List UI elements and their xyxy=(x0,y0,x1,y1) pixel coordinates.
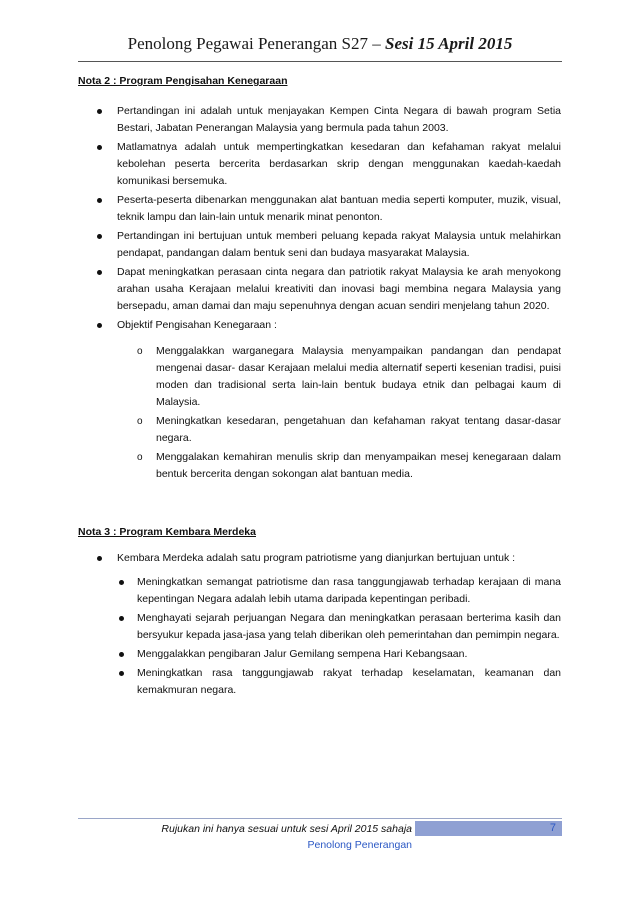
list-item: Objektif Pengisahan Kenegaraan : xyxy=(117,317,561,334)
objectives-sublist xyxy=(156,343,561,485)
list-item: Kembara Merdeka adalah satu program patriotisme yang dianjurkan bertujuan untuk : xyxy=(117,550,561,567)
nota3-title: Nota 3 : Program Kembara Merdeka xyxy=(78,526,256,538)
list-item: Menggalakkan pengibaran Jalur Gemilang sempena Hari Kebangsaan. xyxy=(137,646,561,663)
nota3-intro-list xyxy=(117,550,561,569)
nota2-bullet-list xyxy=(117,103,561,336)
footer-divider xyxy=(78,818,562,819)
footer-brand: Penolong Penerangan xyxy=(307,839,412,851)
list-item: Meningkatkan semangat patriotisme dan rasa tanggungjawab terhadap kerajaan di mana kepentingan Negara adalah lebih utama daripada kepentingan peribadi. xyxy=(137,574,561,608)
page-number: 7 xyxy=(549,822,556,834)
header-divider xyxy=(78,61,562,62)
list-item: Menghayati sejarah perjuangan Negara dan meningkatkan perasaan berterima kasih dan bersyukur kepada jasa-jasa yang telah diberikan oleh pemerintahan dan pemimpin negara. xyxy=(137,610,561,644)
page-header xyxy=(78,34,562,54)
list-item: Peserta-peserta dibenarkan menggunakan alat bantuan media seperti komputer, muzik, visual, teknik lampu dan lain-lain untuk menarik minat penonton. xyxy=(117,192,561,226)
list-item: Dapat meningkatkan perasaan cinta negara dan patriotik rakyat Malaysia ke arah menyokong arahan usaha Kerajaan melalui kreativiti dan inovasi bagi membina negara Malaysia yang bersepadu, aman damai dan maju sepenuhnya dengan acuan sendiri menjelang tahun 2020. xyxy=(117,264,561,315)
nota2-title: Nota 2 : Program Pengisahan Kenegaraan xyxy=(78,75,288,87)
list-item: Pertandingan ini adalah untuk menjayakan Kempen Cinta Negara di bawah program Setia Bestari, Jabatan Penerangan Malaysia yang bermula pada tahun 2003. xyxy=(117,103,561,137)
nota3-bullet-list xyxy=(137,574,561,701)
list-item: Pertandingan ini bertujuan untuk memberi peluang kepada rakyat Malaysia untuk melahirkan pendapat, pandangan dalam bentuk seni dan budaya masyarakat Malaysia. xyxy=(117,228,561,262)
footer-note xyxy=(78,821,412,853)
page-number-box xyxy=(415,821,562,836)
list-item: o Menggalakan kemahiran menulis skrip dan menyampaikan mesej kenegaraan dalam bentuk bercerita dengan sokongan alat bantuan media. xyxy=(156,449,561,483)
header-title: Penolong Pegawai Penerangan S27 – xyxy=(127,34,381,53)
header-date: Sesi 15 April 2015 xyxy=(384,34,513,53)
footer-reference: Rujukan ini hanya sesuai untuk sesi April 2015 sahaja xyxy=(161,823,412,835)
list-item: o Menggalakkan warganegara Malaysia menyampaikan pandangan dan pendapat mengenai dasar- dasar Kerajaan melalui media alternatif seperti kesenian tradisi, puisi moden dan tradisional serta lain-lain bentuk budaya etnik dan pelbagai kaum di Malaysia. xyxy=(156,343,561,411)
list-item: Meningkatkan rasa tanggungjawab rakyat terhadap keselamatan, keamanan dan kemakmuran negara. xyxy=(137,665,561,699)
list-item: Matlamatnya adalah untuk mempertingkatkan kesedaran dan kefahaman rakyat melalui kebolehan peserta bercerita berdasarkan skrip dengan menggunakan kaedah-kaedah komunikasi bersemuka. xyxy=(117,139,561,190)
list-item: o Meningkatkan kesedaran, pengetahuan dan kefahaman rakyat tentang dasar-dasar negara. xyxy=(156,413,561,447)
